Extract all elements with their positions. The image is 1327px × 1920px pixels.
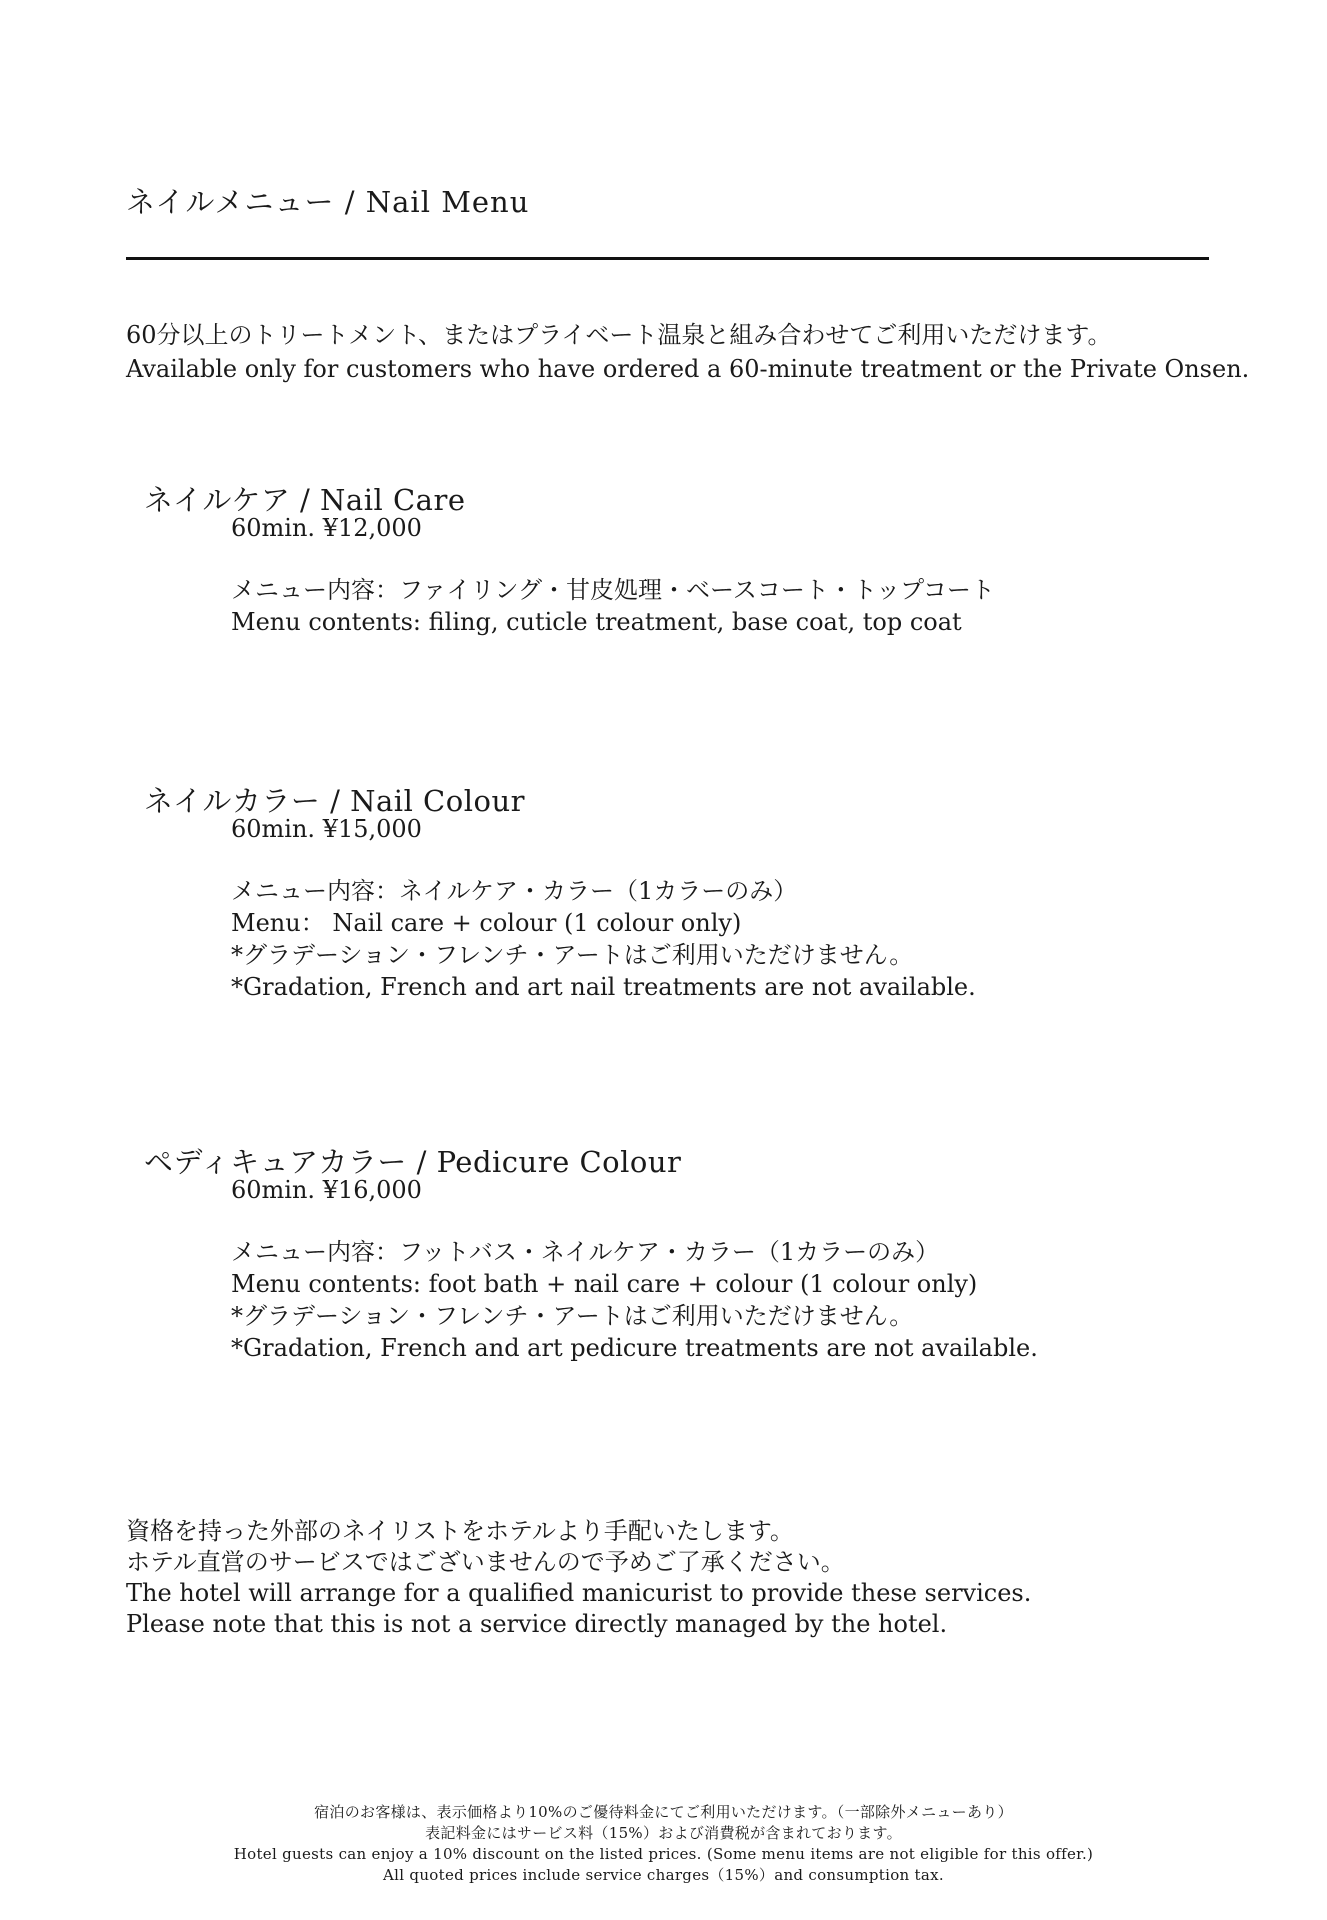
- section-price: 60min. ¥16,000: [231, 1176, 422, 1204]
- section-line: Menu contents: filing, cuticle treatment, base coat, top coat: [231, 608, 962, 636]
- footer-line: 表記料金にはサービス料（15%）および消費税が含まれております。: [425, 1824, 902, 1842]
- section-title-nail-colour: ネイルカラー / Nail Colour: [144, 784, 525, 818]
- closing-line: ホテル直営のサービスではございませんので予めご了承ください。: [126, 1548, 845, 1576]
- intro-note: [126, 318, 1249, 386]
- page-title: ネイルメニュー / Nail Menu: [126, 185, 530, 219]
- section-body-nail-colour: [231, 813, 976, 1003]
- section-body-pedicure-colour: [231, 1174, 1038, 1364]
- section-body-nail-care: [231, 512, 995, 638]
- closing-line: The hotel will arrange for a qualified manicurist to provide these services.: [126, 1579, 1032, 1607]
- intro-en: Available only for customers who have ordered a 60-minute treatment or the Private Onsen.: [126, 355, 1250, 383]
- section-price: 60min. ¥15,000: [231, 815, 422, 843]
- section-line: *Gradation, French and art pedicure treatments are not available.: [231, 1334, 1038, 1362]
- footer-line: Hotel guests can enjoy a 10% discount on the listed prices. (Some menu items are not eligible for this offer.): [233, 1845, 1094, 1863]
- intro-jp: 60分以上のトリートメント、またはプライベート温泉と組み合わせてご利用いただけます。: [126, 321, 1112, 349]
- section-price: 60min. ¥12,000: [231, 514, 422, 542]
- section-line: *グラデーション・フレンチ・アートはご利用いただけません。: [231, 941, 914, 969]
- closing-note: [126, 1516, 1031, 1640]
- section-title-nail-care: ネイルケア / Nail Care: [144, 483, 466, 517]
- footer-line: 宿泊のお客様は、表示価格より10%のご優待料金にてご利用いただけます。（一部除外メニューあり）: [314, 1803, 1013, 1821]
- title-divider: [126, 257, 1209, 260]
- section-line: メニュー内容：フットバス・ネイルケア・カラー（1カラーのみ）: [231, 1238, 940, 1266]
- section-line: メニュー内容：ネイルケア・カラー（1カラーのみ）: [231, 877, 798, 905]
- section-line: メニュー内容：ファイリング・甘皮処理・ベースコート・トップコート: [231, 576, 995, 604]
- footer-line: All quoted prices include service charges（15%）and consumption tax.: [383, 1866, 944, 1884]
- section-line: Menu contents: foot bath + nail care + colour (1 colour only): [231, 1270, 978, 1298]
- footer-note: [0, 1802, 1327, 1886]
- section-line: Menu： Nail care + colour (1 colour only): [231, 909, 742, 937]
- closing-line: 資格を持った外部のネイリストをホテルより手配いたします。: [126, 1517, 794, 1545]
- section-title-pedicure-colour: ペディキュアカラー / Pedicure Colour: [144, 1145, 682, 1179]
- section-line: *Gradation, French and art nail treatments are not available.: [231, 973, 976, 1001]
- closing-line: Please note that this is not a service directly managed by the hotel.: [126, 1610, 948, 1638]
- section-line: *グラデーション・フレンチ・アートはご利用いただけません。: [231, 1302, 914, 1330]
